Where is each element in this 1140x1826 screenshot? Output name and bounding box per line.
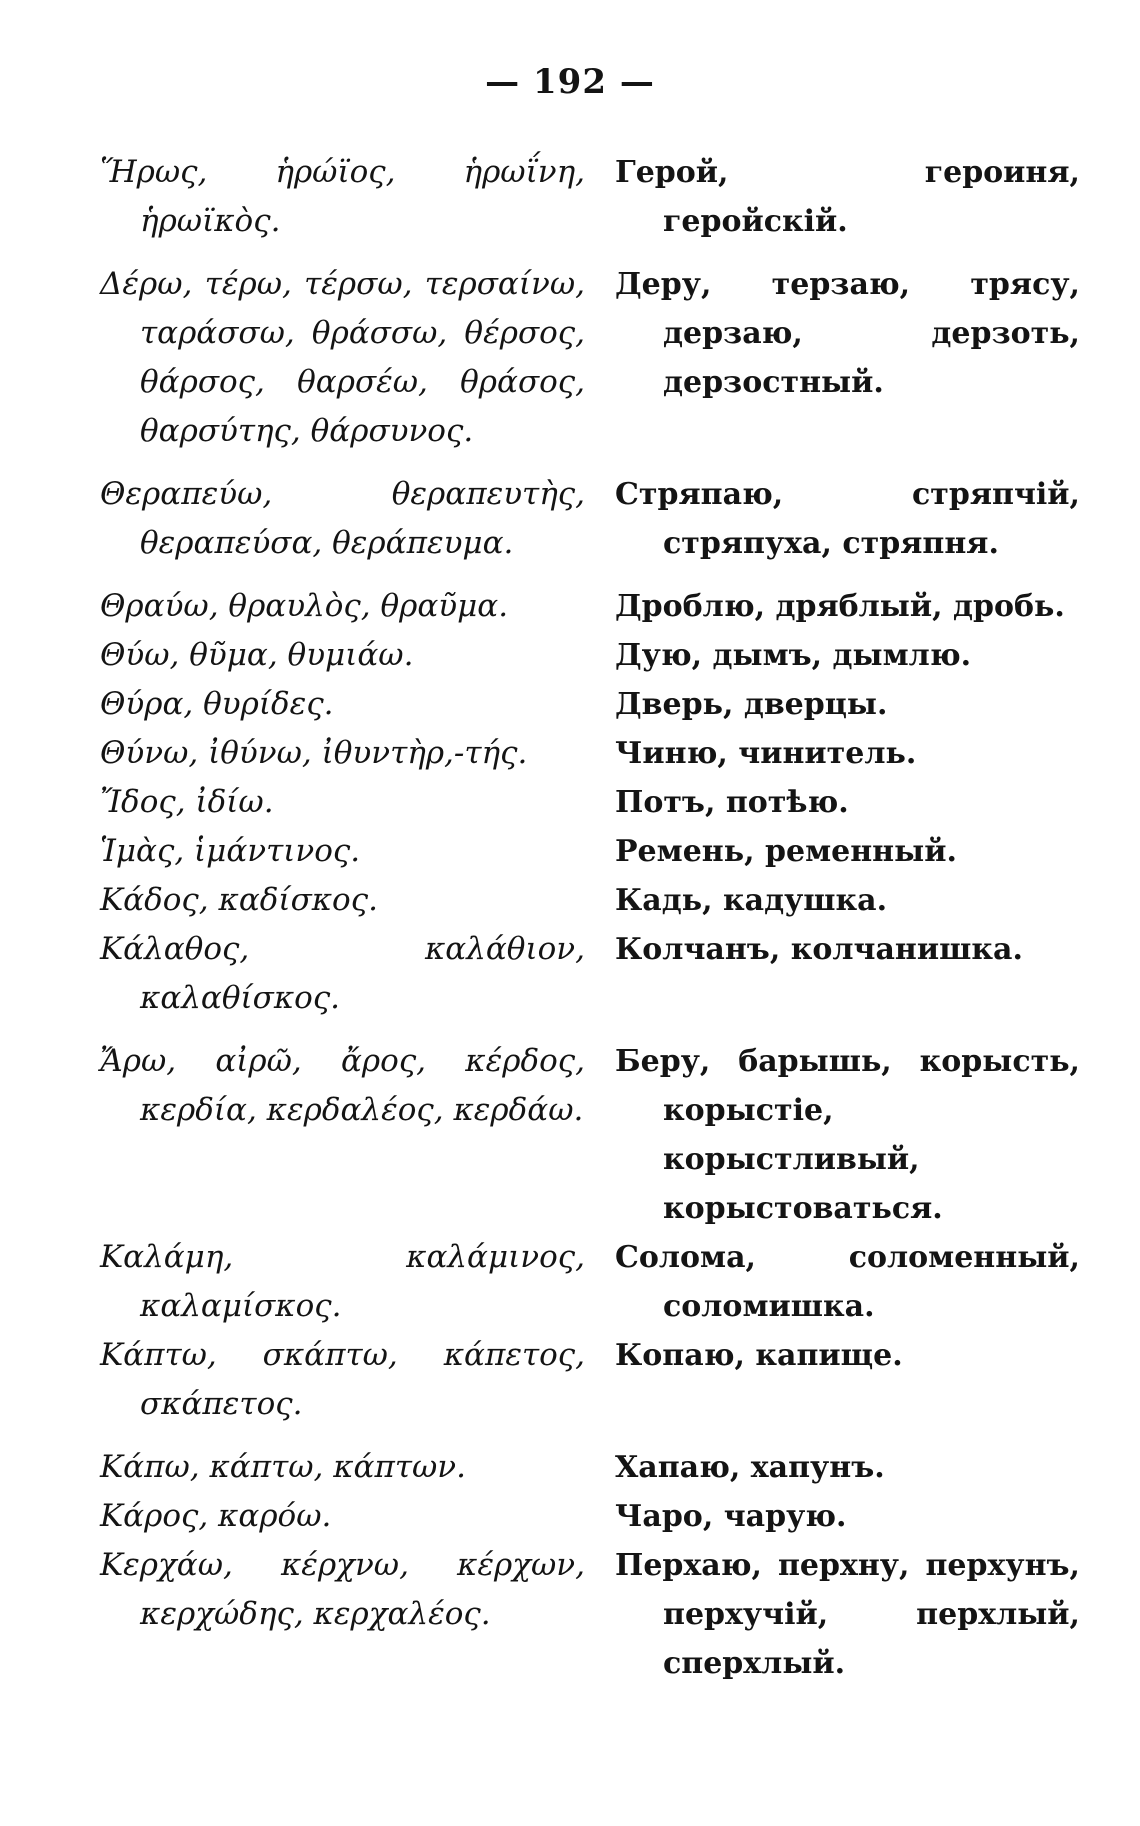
glossary-entry — [100, 260, 1080, 456]
greek-term: Ἱμὰς, ἱμάντινος. — [100, 833, 361, 869]
glossary-entry — [100, 148, 1080, 246]
russian-translation: Ремень, ременный. — [615, 834, 957, 869]
russian-translation: Потъ, потѣю. — [615, 785, 849, 820]
glossary-entry — [100, 1037, 1080, 1233]
greek-term: Θύω, θῦμα, θυμιάω. — [100, 637, 414, 673]
russian-translation: Стряпаю, стряпчій, стряпуха, стряпня. — [615, 477, 1080, 561]
russian-translation: Чиню, чинитель. — [615, 736, 917, 771]
glossary-entry — [100, 778, 1080, 827]
greek-term: Κερχάω, κέρχνω, κέρχων, κερχώδης, κερχαλέος. — [100, 1547, 585, 1632]
page-number: — 192 — — [485, 62, 655, 102]
russian-translation: Хапаю, хапунъ. — [615, 1450, 885, 1485]
russian-translation: Дроблю, дряблый, дробь. — [615, 589, 1065, 624]
russian-translation: Дую, дымъ, дымлю. — [615, 638, 972, 673]
glossary-entry — [100, 1492, 1080, 1541]
greek-term: Κάρος, καρόω. — [100, 1498, 332, 1534]
glossary-entry — [100, 827, 1080, 876]
glossary-entry — [100, 925, 1080, 1023]
greek-term: Θεραπεύω, θεραπευτὴς, θεραπεύσα, θεράπευμα. — [100, 476, 585, 561]
greek-term: Θραύω, θραυλὸς, θραῦμα. — [100, 588, 509, 624]
russian-translation: Колчанъ, колчанишка. — [615, 932, 1023, 967]
russian-translation: Беру, барышь, корысть, корыстіе, корыстливый, корыстоваться. — [615, 1044, 1080, 1226]
glossary-entry — [100, 876, 1080, 925]
greek-term: Κάδος, καδίσκος. — [100, 882, 378, 918]
russian-translation: Дверь, дверцы. — [615, 687, 888, 722]
greek-term: Θύρα, θυρίδες. — [100, 686, 334, 722]
russian-translation: Солома, соломенный, соломишка. — [615, 1240, 1080, 1324]
glossary-entry — [100, 582, 1080, 631]
russian-translation: Деру, терзаю, трясу, дерзаю, дерзоть, дерзостный. — [615, 267, 1080, 400]
glossary-list — [100, 148, 1080, 1688]
greek-term: Κάλαθος, καλάθιον, καλαθίσκος. — [100, 931, 585, 1016]
glossary-entry — [100, 1233, 1080, 1331]
greek-term: Καλάμη, καλάμινος, καλαμίσκος. — [100, 1239, 585, 1324]
russian-translation: Герой, героиня, геройскій. — [615, 155, 1080, 239]
greek-term: Κάπτω, σκάπτω, κάπετος, σκάπετος. — [100, 1337, 585, 1422]
greek-term: Δέρω, τέρω, τέρσω, τερσαίνω, ταράσσω, θράσσω, θέρσος, θάρσος, θαρσέω, θράσος, θαρσύτης, θάρσυνος. — [100, 266, 585, 449]
glossary-entry — [100, 729, 1080, 778]
greek-term: Κάπω, κάπτω, κάπτων. — [100, 1449, 466, 1485]
greek-term: Ἄρω, αἰρῶ, ἄρος, κέρδος, κερδία, κερδαλέος, κερδάω. — [100, 1043, 585, 1128]
russian-translation: Кадь, кадушка. — [615, 883, 888, 918]
greek-term: Ἥρως, ἡρώϊος, ἡρωΐνη, ἡρωϊκὸς. — [100, 154, 585, 239]
glossary-entry — [100, 631, 1080, 680]
glossary-entry — [100, 470, 1080, 568]
russian-translation: Чаро, чарую. — [615, 1499, 847, 1534]
russian-translation: Перхаю, перхну, перхунъ, перхучій, перхлый, сперхлый. — [615, 1548, 1080, 1681]
glossary-entry — [100, 680, 1080, 729]
greek-term: Ἴδος, ἰδίω. — [100, 784, 274, 820]
glossary-entry — [100, 1331, 1080, 1429]
greek-term: Θύνω, ἰθύνω, ἰθυντὴρ,-τής. — [100, 735, 528, 771]
glossary-entry — [100, 1443, 1080, 1492]
russian-translation: Копаю, капище. — [615, 1338, 903, 1373]
glossary-entry — [100, 1541, 1080, 1688]
